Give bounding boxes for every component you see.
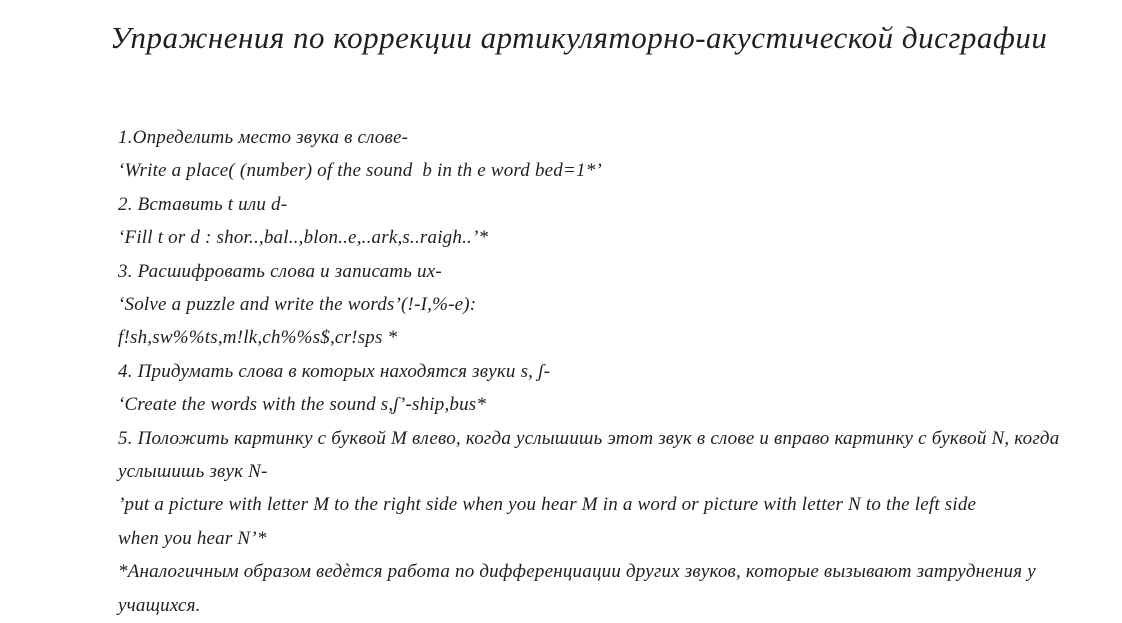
text-line-exercise-5-cont: услышишь звук N- bbox=[118, 461, 268, 483]
text-line-exercise-3-en: ‘Solve a puzzle and write the words’(!-I,%-e): bbox=[118, 294, 477, 316]
text-line-footnote: *Аналогичным образом ведѐтся работа по дифференциации других звуков, которые вызывают затруднения у bbox=[118, 561, 1036, 583]
text-line-exercise-2: 2. Вставить t или d- bbox=[118, 193, 288, 215]
text-line-footnote-cont: учащихся. bbox=[118, 594, 201, 616]
text-line-exercise-2-en: ‘Fill t or d : shor..,bal..,blon..e,..ark,s..raigh..’* bbox=[118, 227, 489, 249]
text-line-exercise-3: 3. Расшифровать слова и записать их- bbox=[118, 260, 442, 282]
document-title: Упражнения по коррекции артикуляторно-акустической дисграфии bbox=[110, 20, 1048, 55]
document-body bbox=[118, 121, 1078, 622]
text-line-exercise-5: 5. Положить картинку с буквой M влево, когда услышишь этот звук в слове и вправо картинку с буквой N, когда bbox=[118, 427, 1060, 449]
text-line-exercise-1-en: ‘Write a place( (number) of the sound b in th e word bed=1*’ bbox=[118, 160, 602, 182]
text-line-exercise-5-en-cont: when you hear N’* bbox=[118, 527, 267, 549]
text-line-exercise-1: 1.Определить место звука в слове- bbox=[118, 127, 409, 148]
text-line-exercise-5-en: ’put a picture with letter M to the right side when you hear M in a word or picture with letter N to the left side bbox=[118, 494, 977, 516]
text-line-exercise-4: 4. Придумать слова в которых находятся звуки s, ʃ- bbox=[118, 360, 551, 382]
text-line-exercise-4-en: ‘Create the words with the sound s,ʃ’-ship,bus* bbox=[118, 394, 487, 416]
text-line-exercise-3-puzzle: f!sh,sw%%ts,m!lk,ch%%s$,cr!sps * bbox=[118, 327, 398, 349]
